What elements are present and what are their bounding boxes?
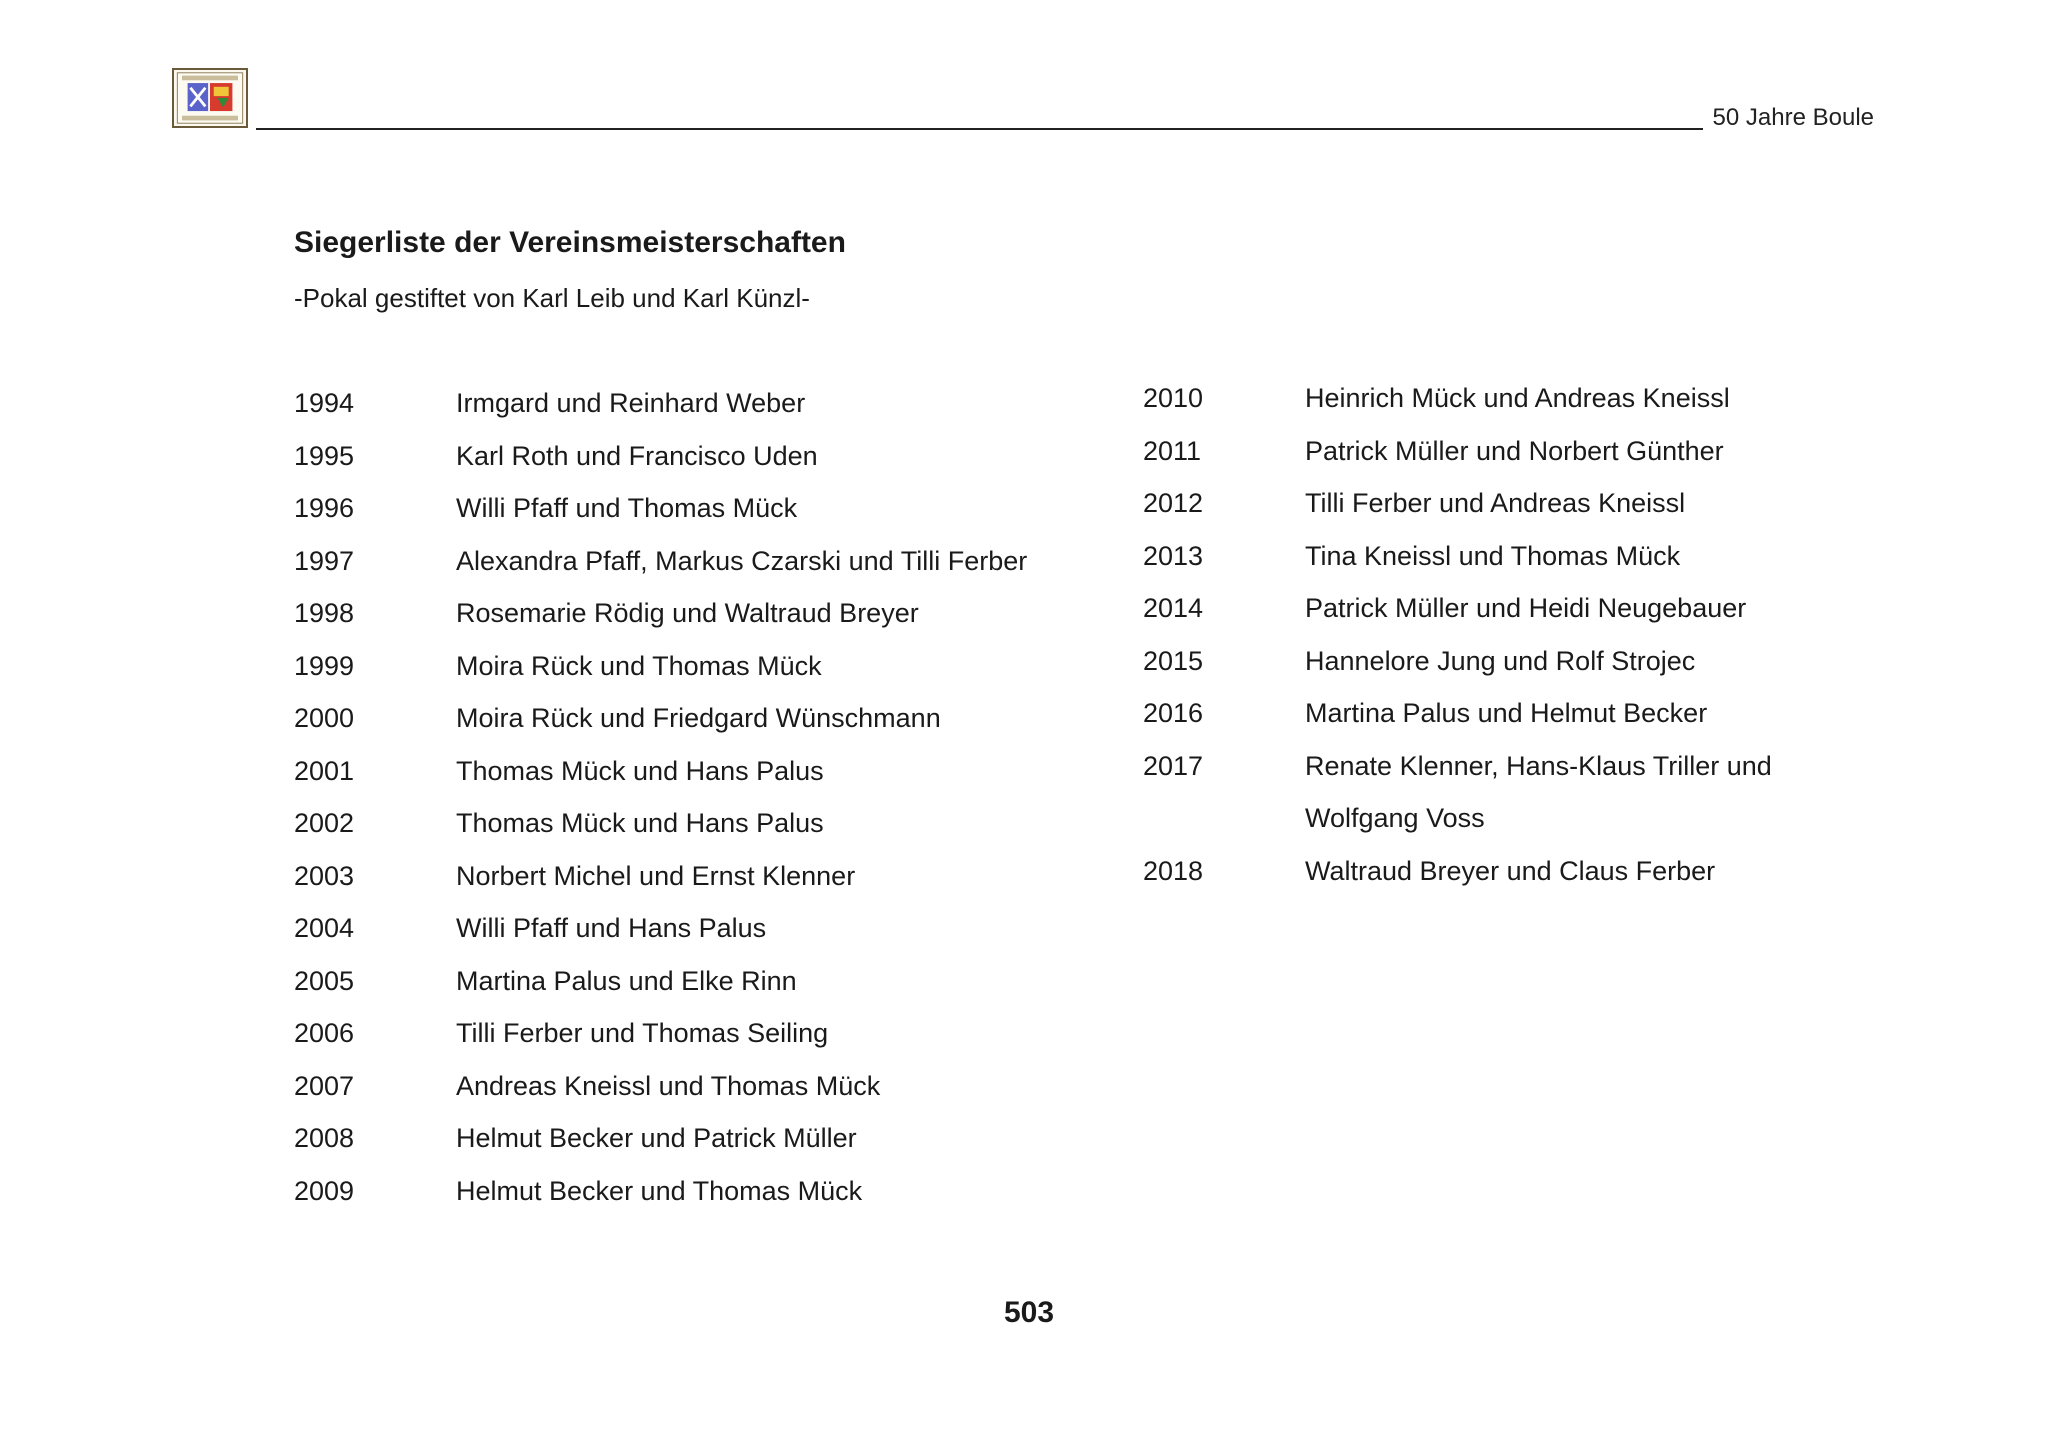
winner-year: 2018: [1143, 855, 1204, 886]
winner-names: Andreas Kneissl und Thomas Mück: [456, 1070, 881, 1101]
header-title: 50 Jahre Boule: [1712, 104, 1874, 131]
winner-year: 2004: [294, 913, 355, 943]
winner-names: Karl Roth und Francisco Uden: [456, 440, 818, 471]
winner-year: 2005: [294, 965, 355, 996]
winner-names: Willi Pfaff und Hans Palus: [456, 913, 767, 943]
winner-names: Alexandra Pfaff, Markus Czarski und Tilli Ferber: [456, 545, 1028, 576]
winner-names: Tilli Ferber und Thomas Seiling: [456, 1018, 829, 1048]
winner-year: 2000: [294, 703, 355, 733]
winner-names: Willi Pfaff und Thomas Mück: [456, 493, 798, 523]
winner-year: 2003: [294, 860, 355, 891]
winner-names: Tina Kneissl und Thomas Mück: [1305, 540, 1681, 571]
winner-names: Patrick Müller und Norbert Günther: [1305, 435, 1724, 466]
winner-year: 2010: [1143, 383, 1204, 413]
winner-names: Hannelore Jung und Rolf Strojec: [1305, 645, 1696, 676]
winner-names: Waltraud Breyer und Claus Ferber: [1305, 855, 1716, 886]
winner-year: 2013: [1143, 540, 1204, 571]
winner-year: 2016: [1143, 698, 1204, 728]
winner-year: 2006: [294, 1018, 355, 1048]
winner-names: Thomas Mück und Hans Palus: [456, 808, 824, 838]
partnership-crest-icon: [172, 68, 248, 128]
page-subtitle: -Pokal gestiftet von Karl Leib und Karl Künzl-: [294, 283, 810, 313]
winner-year: 2009: [294, 1175, 355, 1206]
winner-names: Irmgard und Reinhard Weber: [456, 388, 806, 418]
winner-year: 1996: [294, 493, 355, 523]
winner-year: 1999: [294, 650, 355, 681]
winner-year: 2017: [1143, 750, 1204, 781]
winner-names: Patrick Müller und Heidi Neugebauer: [1305, 593, 1747, 623]
winner-names: Thomas Mück und Hans Palus: [456, 755, 824, 786]
winner-names: Tilli Ferber und Andreas Kneissl: [1305, 488, 1686, 518]
winner-names: Renate Klenner, Hans-Klaus Triller und: [1305, 750, 1772, 781]
winner-year: 2002: [294, 808, 355, 838]
winner-names: Helmut Becker und Thomas Mück: [456, 1175, 863, 1206]
winner-year: 1995: [294, 440, 355, 471]
winner-names: Wolfgang Voss: [1305, 803, 1485, 833]
winner-year: 2015: [1143, 645, 1204, 676]
winner-names: Martina Palus und Elke Rinn: [456, 965, 797, 996]
winner-year: 2014: [1143, 593, 1204, 623]
winner-names: Moira Rück und Friedgard Wünschmann: [456, 703, 941, 733]
winner-year: 1997: [294, 545, 355, 576]
winner-names: Heinrich Mück und Andreas Kneissl: [1305, 383, 1730, 413]
winner-year: 2001: [294, 755, 355, 786]
winner-names: Helmut Becker und Patrick Müller: [456, 1123, 857, 1153]
page-number: 503: [1004, 1296, 1055, 1329]
winner-year: 2012: [1143, 488, 1204, 518]
winner-names: Norbert Michel und Ernst Klenner: [456, 860, 856, 891]
winner-year: 2007: [294, 1070, 355, 1101]
winner-names: Rosemarie Rödig und Waltraud Breyer: [456, 598, 919, 628]
winner-names: Moira Rück und Thomas Mück: [456, 650, 822, 681]
winner-year: 1998: [294, 598, 355, 628]
winner-year: 1994: [294, 388, 355, 418]
page-title: Siegerliste der Vereinsmeisterschaften: [294, 226, 846, 259]
winner-year: 2008: [294, 1123, 355, 1153]
winner-names: Martina Palus und Helmut Becker: [1305, 698, 1708, 728]
winner-year: 2011: [1143, 435, 1202, 466]
header-rule: [256, 128, 1703, 130]
